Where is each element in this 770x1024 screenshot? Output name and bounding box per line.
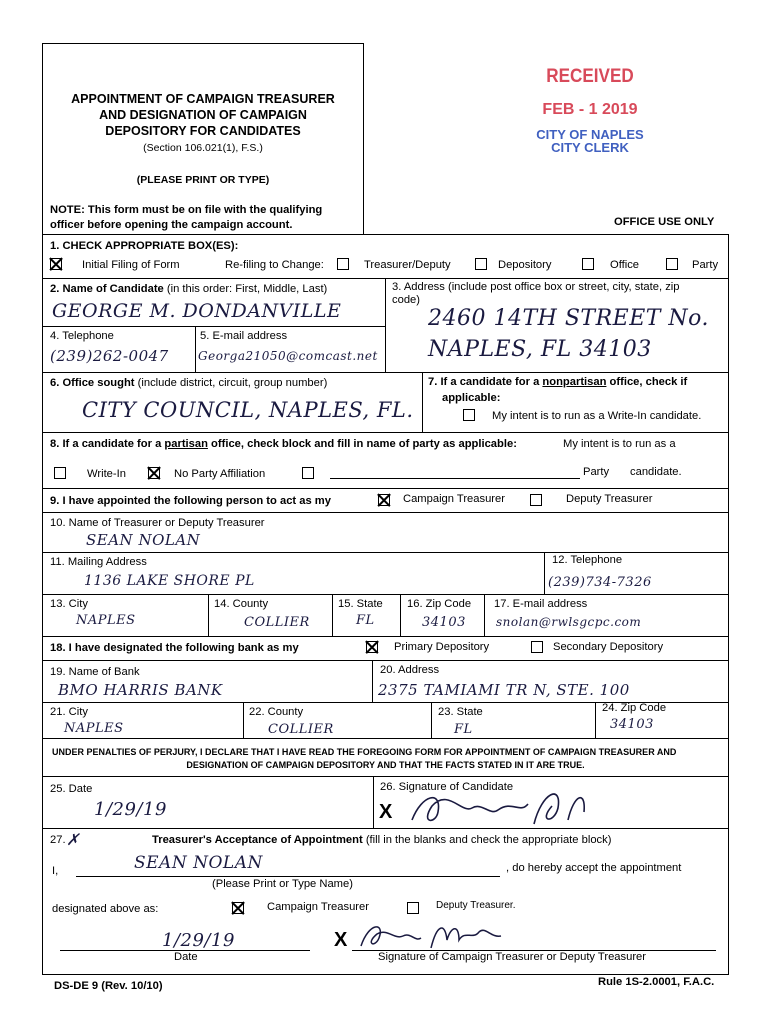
signature-caption: Signature of Campaign Treasurer or Deputy Treasurer <box>378 951 647 963</box>
rule-reference: Rule 1S-2.0001, F.A.C. <box>598 976 715 988</box>
print-instruction: (PLEASE PRINT OR TYPE) <box>136 174 270 186</box>
office-checkbox[interactable] <box>582 258 594 270</box>
accept-campaign-treasurer-label: Campaign Treasurer <box>267 901 369 913</box>
bank-name-value[interactable]: BMO HARRIS BANK <box>58 681 223 699</box>
q6-label: 6. Office sought (include district, circuit, group number) <box>50 377 328 389</box>
q5-label: 5. E-mail address <box>200 330 288 342</box>
divider <box>243 702 244 738</box>
q20-label: 20. Address <box>380 664 440 676</box>
treasurer-deputy-label: Treasurer/Deputy <box>364 259 451 271</box>
divider <box>431 702 432 738</box>
bank-city-value[interactable]: NAPLES <box>64 721 124 736</box>
campaign-treasurer-label: Campaign Treasurer <box>403 493 505 505</box>
secondary-depository-label: Secondary Depository <box>553 641 664 653</box>
q14-label: 14. County <box>214 598 269 610</box>
accept-name-line <box>76 876 500 877</box>
stamp-clerk: CITY CLERK <box>551 140 629 155</box>
q27-i: I, <box>52 865 59 877</box>
perjury-statement-line1: UNDER PENALTIES OF PERJURY, I DECLARE THAT I HAVE READ THE FOREGOING FORM FOR APPOINTMENT OF CAMPAIGN TREASURER AND <box>52 747 677 757</box>
treasurer-date-value[interactable]: 1/29/19 <box>162 930 235 951</box>
npa-checkbox[interactable] <box>148 467 160 479</box>
q24-label: 24. Zip Code <box>602 702 667 714</box>
form-title-line1: APPOINTMENT OF CAMPAIGN TREASURER <box>71 92 335 106</box>
candidate-telephone-value[interactable]: (239)262-0047 <box>50 347 169 365</box>
q18-label: 18. I have designated the following bank as my <box>50 642 299 654</box>
divider <box>42 738 729 739</box>
initial-filing-checkbox[interactable] <box>50 258 62 270</box>
bank-zip-value[interactable]: 34103 <box>610 717 654 732</box>
party-word: Party <box>583 466 610 478</box>
q26-label: 26. Signature of Candidate <box>380 781 514 793</box>
divider <box>372 660 373 702</box>
candidate-word: candidate. <box>630 466 682 478</box>
divider <box>208 594 209 636</box>
divider <box>42 432 729 433</box>
q8-label: 8. If a candidate for a partisan office, check block and fill in name of party as applicable: <box>50 438 517 450</box>
divider <box>195 326 196 372</box>
campaign-treasurer-checkbox[interactable] <box>378 494 390 506</box>
treasurer-signature[interactable] <box>355 918 505 952</box>
divider <box>385 278 386 372</box>
q27-title: Treasurer's Acceptance of Appointment (fill in the blanks and check the appropriate block) <box>152 834 612 846</box>
office-label: Office <box>610 259 640 271</box>
office-sought-value[interactable]: CITY COUNCIL, NAPLES, FL. <box>82 398 414 422</box>
divider <box>42 488 729 489</box>
party-name-line <box>330 478 580 479</box>
form-title-line3: DEPOSITORY FOR CANDIDATES <box>105 124 301 138</box>
form-title-line2: AND DESIGNATION OF CAMPAIGN <box>99 108 307 122</box>
accept-text: , do hereby accept the appointment <box>506 862 682 874</box>
q9-label: 9. I have appointed the following person to act as my <box>50 495 331 507</box>
q4-label: 4. Telephone <box>50 330 114 342</box>
divider <box>544 552 545 594</box>
treasurer-state-value[interactable]: FL <box>356 613 375 628</box>
q3-label-line2: code) <box>392 294 420 306</box>
treasurer-name-value[interactable]: SEAN NOLAN <box>86 531 201 549</box>
candidate-address-line2[interactable]: NAPLES, FL 34103 <box>428 337 652 362</box>
q1-label: 1. CHECK APPROPRIATE BOX(ES): <box>50 240 239 252</box>
statute-reference: (Section 106.021(1), F.S.) <box>143 142 263 154</box>
divider <box>42 776 729 777</box>
npa-label: No Party Affiliation <box>174 468 266 480</box>
q16-label: 16. Zip Code <box>407 598 472 610</box>
accepting-treasurer-name-value[interactable]: SEAN NOLAN <box>134 853 263 873</box>
q15-label: 15. State <box>338 598 383 610</box>
q21-label: 21. City <box>50 706 88 718</box>
primary-depository-label: Primary Depository <box>394 641 490 653</box>
nonpartisan-writein-label: My intent is to run as a Write-In candidate. <box>492 410 702 422</box>
q8-intent: My intent is to run as a <box>563 438 676 450</box>
treasurer-address-value[interactable]: 1136 LAKE SHORE PL <box>84 573 255 589</box>
divider <box>42 326 385 327</box>
party-label: Party <box>692 259 719 271</box>
candidate-date-value[interactable]: 1/29/19 <box>94 799 167 820</box>
q27-num: 27. <box>50 834 66 846</box>
perjury-statement-line2: DESIGNATION OF CAMPAIGN DEPOSITORY AND THAT THE FACTS STATED IN IT ARE TRUE. <box>186 760 585 770</box>
note-line2: officer before opening the campaign account. <box>50 219 293 231</box>
candidate-signature[interactable] <box>402 784 602 832</box>
accept-deputy-treasurer-checkbox[interactable] <box>407 902 419 914</box>
accept-campaign-treasurer-checkbox[interactable] <box>232 902 244 914</box>
office-use-only: OFFICE USE ONLY <box>614 216 715 228</box>
q10-label: 10. Name of Treasurer or Deputy Treasurer <box>50 517 265 529</box>
secondary-depository-checkbox[interactable] <box>531 641 543 653</box>
received-stamp: RECEIVED <box>546 66 634 87</box>
q17-label: 17. E-mail address <box>494 598 588 610</box>
q2-label: 2. Name of Candidate (in this order: First, Middle, Last) <box>50 283 328 295</box>
divider <box>332 594 333 636</box>
depository-label: Depository <box>498 259 552 271</box>
divider <box>42 636 729 637</box>
partisan-writein-label: Write-In <box>87 468 126 480</box>
candidate-email-value[interactable]: Georga21050@comcast.net <box>198 349 378 363</box>
initial-filing-label: Initial Filing of Form <box>82 259 180 271</box>
divider <box>422 372 423 432</box>
q19-label: 19. Name of Bank <box>50 666 140 678</box>
bank-state-value[interactable]: FL <box>454 722 473 737</box>
party-checkbox[interactable] <box>666 258 678 270</box>
divider <box>42 660 729 661</box>
designated-label: designated above as: <box>52 903 159 915</box>
divider <box>42 594 729 595</box>
primary-depository-checkbox[interactable] <box>366 641 378 653</box>
candidate-name-value[interactable]: GEORGE M. DONDANVILLE <box>52 300 342 322</box>
treasurer-zip-value[interactable]: 34103 <box>422 615 466 630</box>
q25-label: 25. Date <box>50 783 93 795</box>
form-number: DS-DE 9 (Rev. 10/10) <box>54 980 163 992</box>
q27-check-mark: ✗ <box>66 830 80 849</box>
divider <box>373 776 374 828</box>
q13-label: 13. City <box>50 598 88 610</box>
q7-label: 7. If a candidate for a nonpartisan office, check if <box>428 376 688 388</box>
q23-label: 23. State <box>438 706 483 718</box>
accept-deputy-treasurer-label: Deputy Treasurer. <box>436 900 516 911</box>
divider <box>484 594 485 636</box>
divider <box>42 552 729 553</box>
treasurer-deputy-checkbox[interactable] <box>337 258 349 270</box>
divider <box>400 594 401 636</box>
bank-address-value[interactable]: 2375 TAMIAMI TR N, STE. 100 <box>378 681 630 699</box>
treasurer-telephone-value[interactable]: (239)734-7326 <box>548 575 652 590</box>
treasurer-city-value[interactable]: NAPLES <box>76 613 136 628</box>
nonpartisan-writein-checkbox[interactable] <box>463 409 475 421</box>
note-line1: NOTE: This form must be on file with the qualifying <box>50 204 323 216</box>
treasurer-signature-x: X <box>334 929 348 951</box>
deputy-treasurer-label: Deputy Treasurer <box>566 493 653 505</box>
q22-label: 22. County <box>249 706 304 718</box>
treasurer-email-value[interactable]: snolan@rwlsgcpc.com <box>496 615 642 629</box>
q3-label-line1: 3. Address (include post office box or street, city, state, zip <box>392 281 680 293</box>
party-name-checkbox[interactable] <box>302 467 314 479</box>
q7-applicable: applicable: <box>442 392 501 404</box>
candidate-signature-x: X <box>379 801 393 823</box>
received-stamp-date: FEB - 1 2019 <box>542 101 638 118</box>
q11-label: 11. Mailing Address <box>50 556 147 568</box>
treasurer-county-value[interactable]: COLLIER <box>244 615 310 630</box>
depository-checkbox[interactable] <box>475 258 487 270</box>
candidate-address-line1[interactable]: 2460 14TH STREET No. <box>428 306 710 331</box>
refiling-label: Re-filing to Change: <box>225 259 324 271</box>
q12-label: 12. Telephone <box>552 554 623 566</box>
date-caption: Date <box>174 951 198 963</box>
bank-county-value[interactable]: COLLIER <box>268 722 334 737</box>
partisan-writein-checkbox[interactable] <box>54 467 66 479</box>
divider <box>42 512 729 513</box>
deputy-treasurer-checkbox[interactable] <box>530 494 542 506</box>
divider <box>42 828 729 829</box>
divider <box>42 372 729 373</box>
stamp-city: CITY OF NAPLES <box>536 127 644 142</box>
print-name-caption: (Please Print or Type Name) <box>212 878 353 890</box>
divider <box>595 702 596 738</box>
